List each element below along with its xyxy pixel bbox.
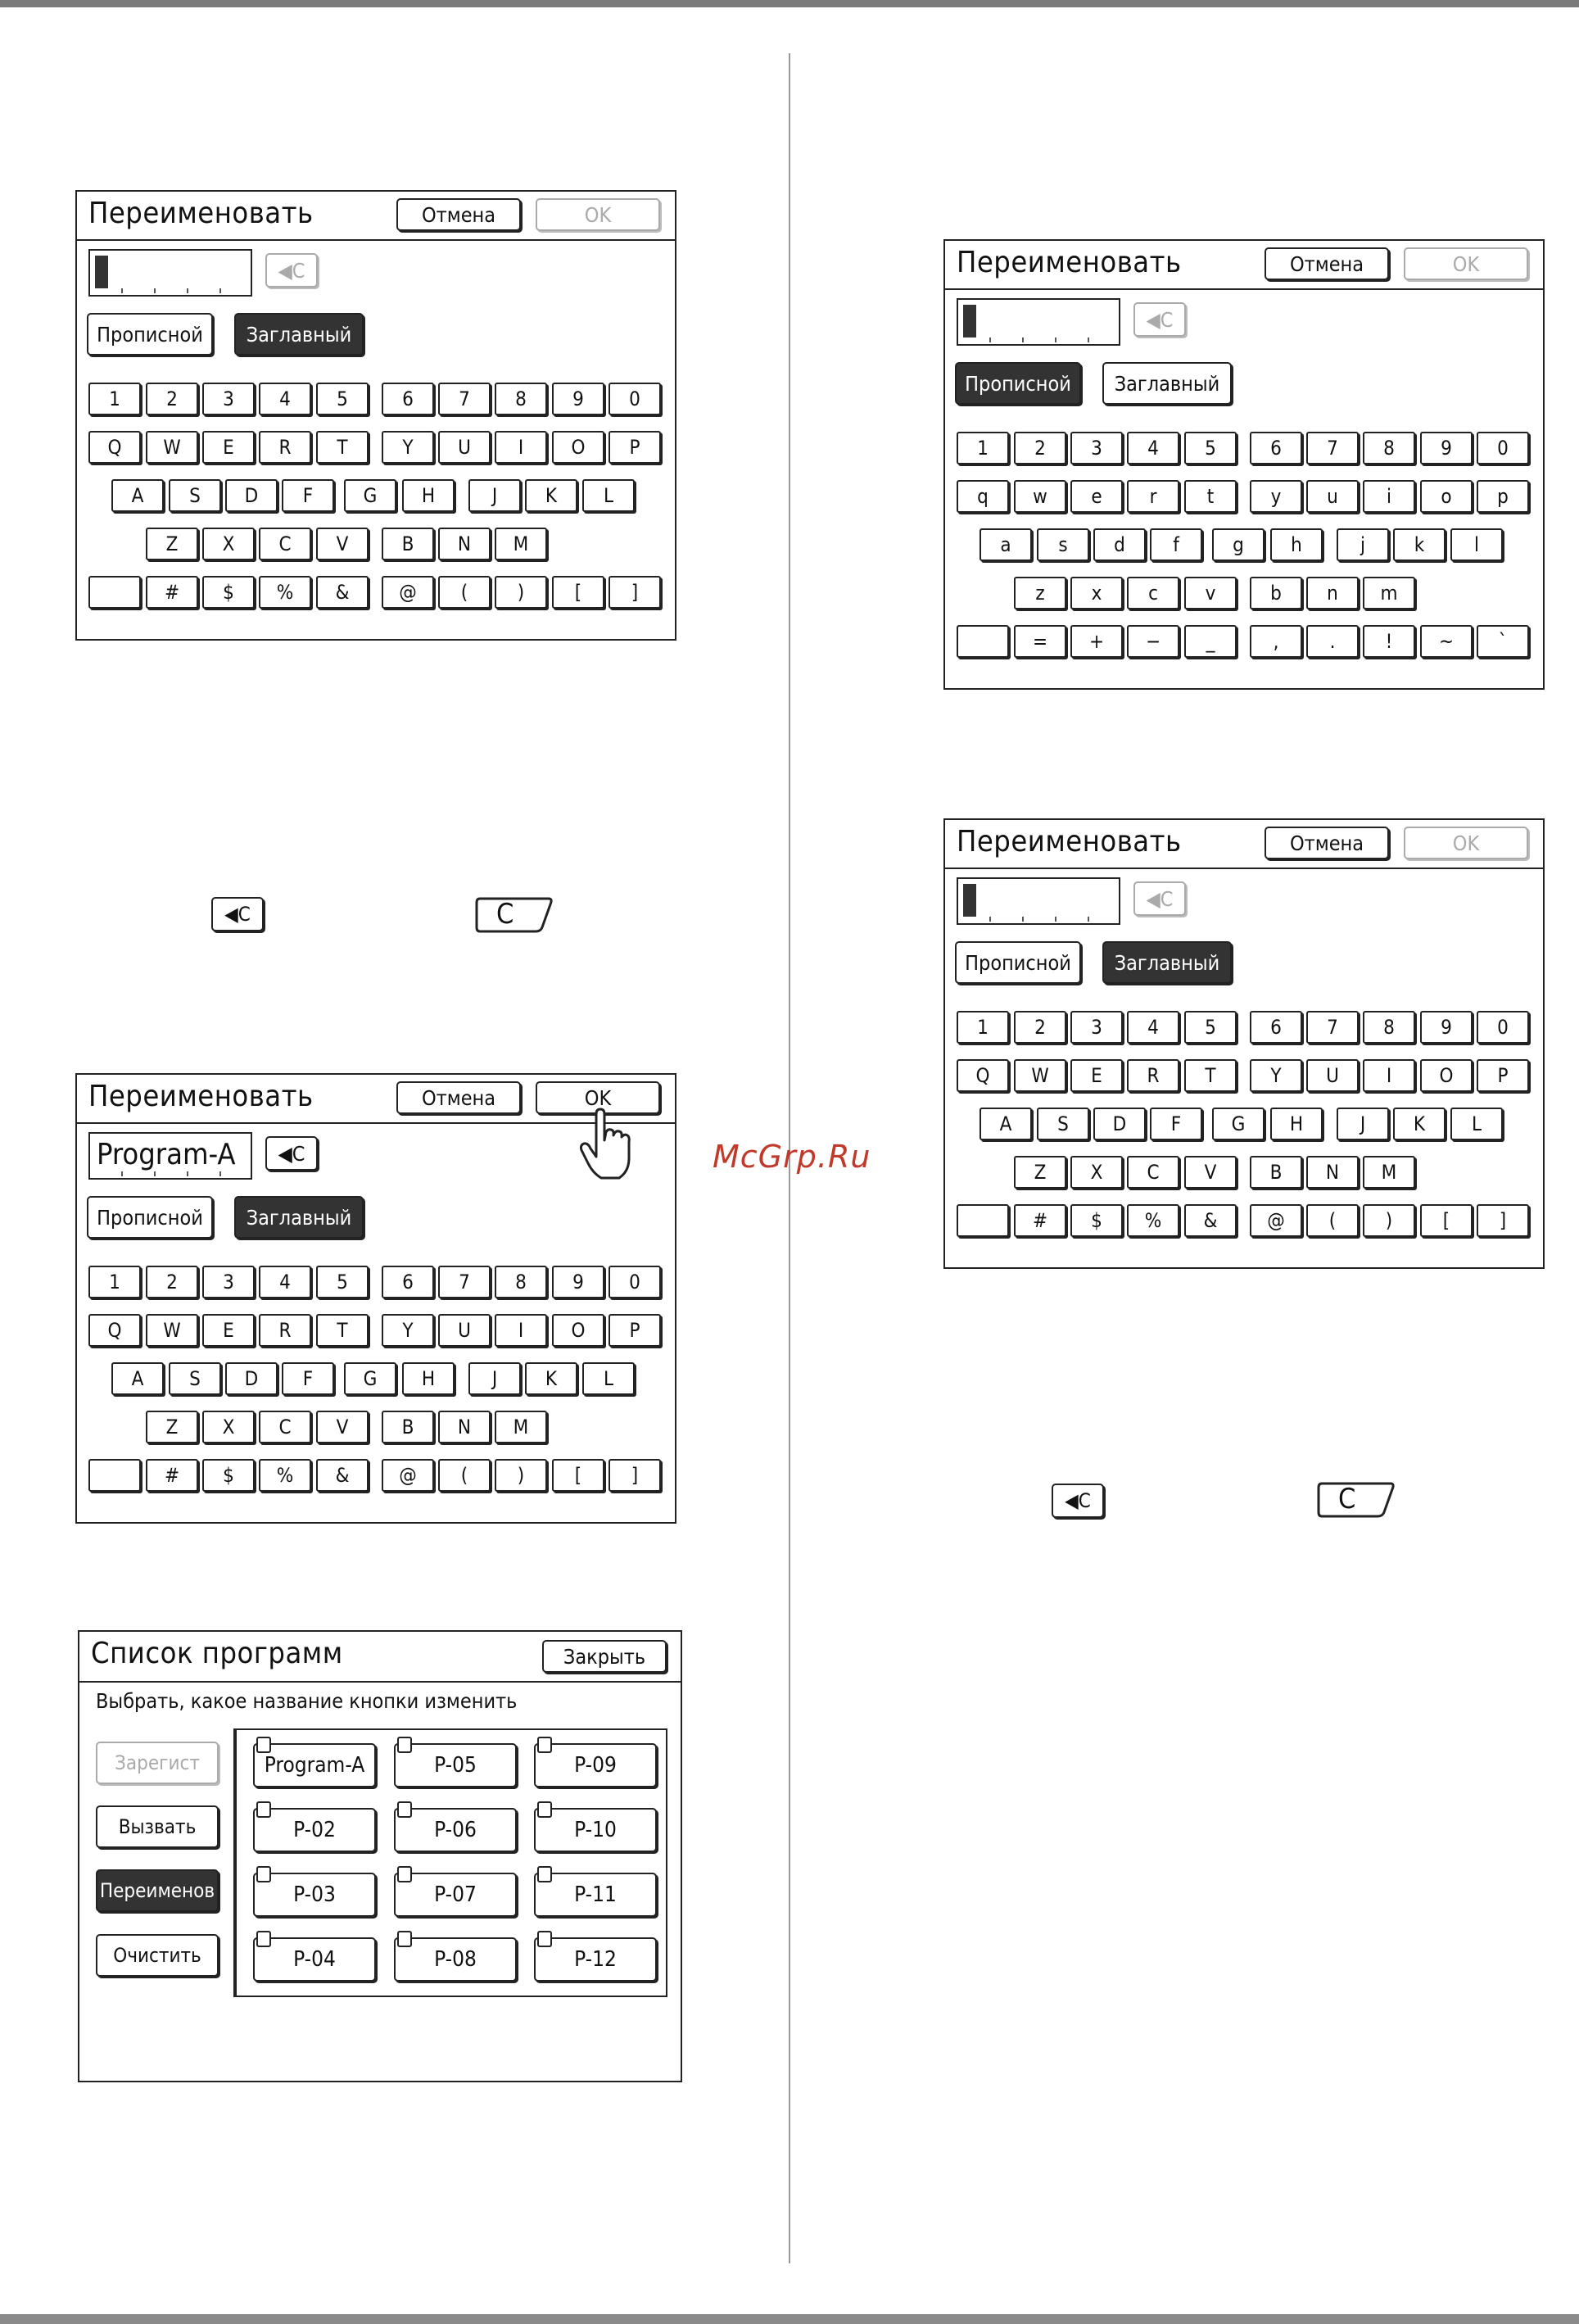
key-row2-5[interactable]: y bbox=[1250, 480, 1302, 513]
key-row5-4[interactable]: & bbox=[316, 576, 369, 609]
program-folder-icon bbox=[256, 1737, 271, 1753]
key-row2-1[interactable]: W bbox=[1014, 1059, 1066, 1092]
key-row5-7[interactable]: ! bbox=[1363, 625, 1415, 658]
key-row5-5[interactable]: , bbox=[1250, 625, 1302, 658]
key-row1-9[interactable]: 0 bbox=[1477, 432, 1529, 464]
key-row1-3[interactable]: 4 bbox=[259, 383, 311, 415]
program-button-label: P-06 bbox=[434, 1818, 477, 1842]
key-row4-2[interactable]: C bbox=[1127, 1156, 1179, 1189]
name-input[interactable] bbox=[957, 877, 1120, 925]
program-button-label: P-03 bbox=[293, 1882, 336, 1907]
program-list-screen bbox=[78, 1630, 682, 2082]
key-row3-2[interactable]: D bbox=[225, 1362, 278, 1395]
key-row4-2[interactable]: c bbox=[1127, 577, 1179, 609]
key-row4-1[interactable]: x bbox=[1070, 577, 1123, 609]
key-row2-8[interactable]: O bbox=[552, 431, 604, 464]
rename-screen-upper-empty-2 bbox=[943, 818, 1545, 1269]
key-row2-4[interactable]: T bbox=[316, 1314, 369, 1347]
key-row5-1[interactable]: # bbox=[146, 576, 198, 609]
key-row4-5[interactable]: N bbox=[438, 528, 491, 560]
key-row5-2[interactable]: $ bbox=[202, 576, 255, 609]
key-row2-4[interactable]: T bbox=[1184, 1059, 1237, 1092]
key-row5-5[interactable]: @ bbox=[382, 1459, 434, 1492]
recall-button[interactable]: Вызвать bbox=[96, 1805, 219, 1848]
key-row2-5[interactable]: Y bbox=[382, 1314, 434, 1347]
rename-screen-upper-filled bbox=[75, 1073, 676, 1524]
key-row4-4[interactable]: B bbox=[382, 1411, 434, 1443]
key-row2-1[interactable]: w bbox=[1014, 480, 1066, 513]
key-row5-6[interactable]: ( bbox=[438, 576, 491, 609]
key-row1-6[interactable]: 7 bbox=[1306, 1011, 1359, 1044]
key-row5-3[interactable]: − bbox=[1127, 625, 1179, 658]
key-row2-4[interactable]: T bbox=[316, 431, 369, 464]
key-row5-1[interactable]: # bbox=[1014, 1204, 1066, 1237]
program-button-label: P-02 bbox=[293, 1818, 336, 1842]
program-button-label: P-05 bbox=[434, 1753, 477, 1778]
program-button-label: Program-A bbox=[264, 1753, 365, 1778]
program-button[interactable] bbox=[534, 1743, 657, 1787]
key-row2-7[interactable]: I bbox=[1363, 1059, 1415, 1092]
key-row3-0[interactable]: A bbox=[111, 1362, 164, 1395]
key-row2-3[interactable]: r bbox=[1127, 480, 1179, 513]
key-row4-1[interactable]: X bbox=[202, 1411, 255, 1443]
key-row3-8[interactable]: L bbox=[1450, 1108, 1503, 1140]
key-row1-2[interactable]: 3 bbox=[1070, 1011, 1123, 1044]
key-row5-9[interactable]: ] bbox=[609, 576, 661, 609]
key-row2-8[interactable]: O bbox=[1420, 1059, 1473, 1092]
program-folder-icon bbox=[256, 1866, 271, 1882]
program-button-label: P-08 bbox=[434, 1947, 477, 1972]
key-row3-1[interactable]: S bbox=[169, 479, 221, 512]
key-row3-1[interactable]: S bbox=[1037, 1108, 1089, 1140]
program-grid bbox=[233, 1728, 667, 1997]
key-row1-1[interactable]: 2 bbox=[1014, 1011, 1066, 1044]
key-row5-1[interactable]: # bbox=[146, 1459, 198, 1492]
lowercase-mode-button[interactable]: Прописной bbox=[955, 362, 1081, 405]
key-row3-5[interactable]: H bbox=[1270, 1108, 1323, 1140]
text-cursor bbox=[963, 884, 976, 917]
key-row1-3[interactable]: 4 bbox=[1127, 1011, 1179, 1044]
program-button[interactable] bbox=[394, 1743, 517, 1787]
key-row5-5[interactable]: @ bbox=[382, 576, 434, 609]
uppercase-mode-button[interactable]: Заглавный bbox=[1102, 941, 1232, 984]
key-row1-6[interactable]: 7 bbox=[1306, 432, 1359, 464]
key-row4-4[interactable]: B bbox=[1250, 1156, 1302, 1189]
key-row5-6[interactable]: ( bbox=[438, 1459, 491, 1492]
program-button[interactable] bbox=[253, 1873, 376, 1917]
program-button[interactable] bbox=[253, 1808, 376, 1852]
program-button[interactable] bbox=[253, 1937, 376, 1982]
key-row2-8[interactable]: O bbox=[552, 1314, 604, 1347]
key-row2-7[interactable]: i bbox=[1363, 480, 1415, 513]
key-row1-1[interactable]: 2 bbox=[1014, 432, 1066, 464]
backspace-button[interactable]: ◀C bbox=[1133, 302, 1186, 337]
clear-key-illustration-2 bbox=[1317, 1481, 1396, 1522]
ok-button[interactable]: OK bbox=[536, 198, 660, 231]
space-key[interactable] bbox=[957, 1204, 1009, 1237]
key-row3-8[interactable]: L bbox=[582, 479, 635, 512]
key-row4-3[interactable]: V bbox=[1184, 1156, 1237, 1189]
key-row2-2[interactable]: E bbox=[202, 431, 255, 464]
rename-screen-lower-empty bbox=[943, 239, 1545, 690]
cancel-button[interactable]: Отмена bbox=[396, 1081, 521, 1114]
key-row3-8[interactable]: l bbox=[1450, 528, 1503, 561]
key-row5-4[interactable]: & bbox=[1184, 1204, 1237, 1237]
space-key[interactable] bbox=[88, 1459, 141, 1492]
program-list-subtitle: Выбрать, какое название кнопки изменить bbox=[96, 1689, 518, 1713]
key-row1-2[interactable]: 3 bbox=[202, 1266, 255, 1298]
key-row1-9[interactable]: 0 bbox=[1477, 1011, 1529, 1044]
key-row1-4[interactable]: 5 bbox=[1184, 1011, 1237, 1044]
key-row1-6[interactable]: 7 bbox=[438, 1266, 491, 1298]
key-row5-6[interactable]: . bbox=[1306, 625, 1359, 658]
key-row2-1[interactable]: W bbox=[146, 1314, 198, 1347]
program-folder-icon bbox=[397, 1866, 412, 1882]
key-row2-9[interactable]: P bbox=[609, 431, 661, 464]
program-button[interactable] bbox=[394, 1808, 517, 1852]
pointing-hand-icon bbox=[578, 1108, 636, 1181]
key-row3-2[interactable]: d bbox=[1093, 528, 1146, 561]
key-row4-2[interactable]: C bbox=[259, 528, 311, 560]
lowercase-mode-button[interactable]: Прописной bbox=[955, 941, 1081, 984]
program-button[interactable] bbox=[394, 1937, 517, 1982]
key-row4-2[interactable]: C bbox=[259, 1411, 311, 1443]
program-list-header bbox=[79, 1632, 681, 1683]
key-row5-1[interactable]: = bbox=[1014, 625, 1066, 658]
key-row4-4[interactable]: B bbox=[382, 528, 434, 560]
key-row3-3[interactable]: F bbox=[1150, 1108, 1202, 1140]
key-row1-9[interactable]: 0 bbox=[609, 1266, 661, 1298]
clear-key-label: C bbox=[1338, 1483, 1356, 1515]
backspace-button[interactable]: ◀C bbox=[265, 253, 318, 288]
input-char-ticks bbox=[958, 917, 1119, 922]
key-row2-7[interactable]: I bbox=[495, 1314, 547, 1347]
key-row1-4[interactable]: 5 bbox=[316, 383, 369, 415]
program-folder-icon bbox=[537, 1801, 552, 1818]
key-row1-5[interactable]: 6 bbox=[1250, 432, 1302, 464]
key-row3-7[interactable]: K bbox=[525, 479, 577, 512]
key-row3-7[interactable]: k bbox=[1393, 528, 1446, 561]
key-row1-5[interactable]: 6 bbox=[382, 1266, 434, 1298]
clear-key-illustration bbox=[475, 896, 554, 937]
register-button[interactable]: Зарегист bbox=[96, 1742, 219, 1784]
key-row2-6[interactable]: U bbox=[438, 1314, 491, 1347]
backspace-button[interactable]: ◀C bbox=[265, 1136, 318, 1171]
key-row1-1[interactable]: 2 bbox=[146, 383, 198, 415]
key-row2-3[interactable]: R bbox=[259, 1314, 311, 1347]
key-row3-6[interactable]: j bbox=[1337, 528, 1389, 561]
key-row1-7[interactable]: 8 bbox=[1363, 1011, 1415, 1044]
key-row1-9[interactable]: 0 bbox=[609, 383, 661, 415]
key-row3-1[interactable]: S bbox=[169, 1362, 221, 1395]
key-row3-0[interactable]: A bbox=[980, 1108, 1032, 1140]
key-row1-4[interactable]: 5 bbox=[1184, 432, 1237, 464]
key-row5-4[interactable]: & bbox=[316, 1459, 369, 1492]
key-row5-8[interactable]: ~ bbox=[1420, 625, 1473, 658]
key-row2-0[interactable]: Q bbox=[88, 1314, 141, 1347]
ok-button[interactable]: OK bbox=[536, 1081, 660, 1114]
key-row5-9[interactable]: ` bbox=[1477, 625, 1529, 658]
screen-title: Переименовать bbox=[957, 825, 1182, 858]
key-row1-2[interactable]: 3 bbox=[202, 383, 255, 415]
program-button-label: P-09 bbox=[574, 1753, 617, 1778]
program-list-title: Список программ bbox=[91, 1637, 343, 1670]
key-row4-6[interactable]: m bbox=[1363, 577, 1415, 609]
key-row2-9[interactable]: P bbox=[1477, 1059, 1529, 1092]
program-folder-icon bbox=[537, 1866, 552, 1882]
key-row4-4[interactable]: b bbox=[1250, 577, 1302, 609]
key-row1-2[interactable]: 3 bbox=[1070, 432, 1123, 464]
key-row3-5[interactable]: h bbox=[1270, 528, 1323, 561]
key-row2-2[interactable]: E bbox=[202, 1314, 255, 1347]
key-row2-5[interactable]: Y bbox=[1250, 1059, 1302, 1092]
backspace-key-illustration: ◀C bbox=[211, 897, 264, 931]
screen-header bbox=[945, 241, 1543, 290]
key-row4-3[interactable]: v bbox=[1184, 577, 1237, 609]
key-row4-1[interactable]: X bbox=[202, 528, 255, 560]
key-row3-4[interactable]: G bbox=[1212, 1108, 1265, 1140]
key-row5-6[interactable]: ( bbox=[1306, 1204, 1359, 1237]
key-row2-3[interactable]: R bbox=[1127, 1059, 1179, 1092]
program-folder-icon bbox=[256, 1801, 271, 1818]
key-row3-0[interactable]: A bbox=[111, 479, 164, 512]
key-row2-2[interactable]: e bbox=[1070, 480, 1123, 513]
key-row3-3[interactable]: f bbox=[1150, 528, 1202, 561]
program-button-label: P-07 bbox=[434, 1882, 477, 1907]
program-folder-icon bbox=[537, 1931, 552, 1947]
key-row3-7[interactable]: K bbox=[1393, 1108, 1446, 1140]
key-row3-3[interactable]: F bbox=[282, 479, 334, 512]
key-row5-8[interactable]: [ bbox=[1420, 1204, 1473, 1237]
input-char-ticks bbox=[90, 288, 251, 293]
program-folder-icon bbox=[397, 1801, 412, 1818]
key-row1-0[interactable]: 1 bbox=[957, 1011, 1009, 1044]
key-row3-6[interactable]: J bbox=[468, 1362, 521, 1395]
key-row3-0[interactable]: a bbox=[980, 528, 1032, 561]
key-row5-2[interactable]: $ bbox=[1070, 1204, 1123, 1237]
key-row3-2[interactable]: D bbox=[225, 479, 278, 512]
key-row4-6[interactable]: M bbox=[1363, 1156, 1415, 1189]
key-row1-8[interactable]: 9 bbox=[1420, 1011, 1473, 1044]
name-input[interactable] bbox=[88, 1132, 252, 1180]
key-row2-6[interactable]: U bbox=[1306, 1059, 1359, 1092]
key-row3-6[interactable]: J bbox=[468, 479, 521, 512]
space-key[interactable] bbox=[88, 576, 141, 609]
name-input[interactable] bbox=[88, 249, 252, 297]
key-row4-0[interactable]: Z bbox=[146, 1411, 198, 1443]
key-row2-8[interactable]: o bbox=[1420, 480, 1473, 513]
key-row2-0[interactable]: Q bbox=[957, 1059, 1009, 1092]
key-row3-6[interactable]: J bbox=[1337, 1108, 1389, 1140]
rename-button[interactable]: Переименов bbox=[96, 1869, 219, 1912]
uppercase-mode-button[interactable]: Заглавный bbox=[234, 313, 364, 356]
key-row1-3[interactable]: 4 bbox=[1127, 432, 1179, 464]
key-row2-0[interactable]: Q bbox=[88, 431, 141, 464]
key-row1-8[interactable]: 9 bbox=[1420, 432, 1473, 464]
key-row1-8[interactable]: 9 bbox=[552, 383, 604, 415]
key-row1-7[interactable]: 8 bbox=[1363, 432, 1415, 464]
program-button-label: P-11 bbox=[574, 1882, 617, 1907]
cancel-button[interactable]: Отмена bbox=[1265, 827, 1389, 859]
key-row5-8[interactable]: [ bbox=[552, 1459, 604, 1492]
key-row2-5[interactable]: Y bbox=[382, 431, 434, 464]
program-folder-icon bbox=[397, 1737, 412, 1753]
key-row4-0[interactable]: Z bbox=[1014, 1156, 1066, 1189]
key-row5-8[interactable]: [ bbox=[552, 576, 604, 609]
screen-title: Переименовать bbox=[88, 1080, 314, 1113]
key-row1-7[interactable]: 8 bbox=[495, 383, 547, 415]
uppercase-mode-button[interactable]: Заглавный bbox=[1102, 362, 1232, 405]
top-border bbox=[0, 0, 1579, 7]
key-row3-5[interactable]: H bbox=[402, 1362, 455, 1395]
cancel-button[interactable]: Отмена bbox=[396, 198, 521, 231]
uppercase-mode-button[interactable]: Заглавный bbox=[234, 1196, 364, 1239]
key-row5-3[interactable]: % bbox=[1127, 1204, 1179, 1237]
clear-key-icon bbox=[1317, 1481, 1396, 1519]
key-row1-5[interactable]: 6 bbox=[1250, 1011, 1302, 1044]
clear-key-label: C bbox=[496, 898, 514, 931]
name-input-value: Program-A bbox=[97, 1138, 236, 1171]
key-row2-6[interactable]: U bbox=[438, 431, 491, 464]
lowercase-mode-button[interactable]: Прописной bbox=[87, 313, 213, 356]
key-row3-3[interactable]: F bbox=[282, 1362, 334, 1395]
program-folder-icon bbox=[397, 1931, 412, 1947]
ok-button[interactable]: OK bbox=[1404, 247, 1528, 280]
key-row5-7[interactable]: ) bbox=[1363, 1204, 1415, 1237]
key-row4-5[interactable]: N bbox=[438, 1411, 491, 1443]
cancel-button[interactable]: Отмена bbox=[1265, 247, 1389, 280]
key-row4-5[interactable]: N bbox=[1306, 1156, 1359, 1189]
screen-header bbox=[77, 192, 675, 241]
key-row4-1[interactable]: X bbox=[1070, 1156, 1123, 1189]
program-folder-icon bbox=[256, 1931, 271, 1947]
input-char-ticks bbox=[90, 1171, 251, 1176]
clear-button[interactable]: Очистить bbox=[96, 1934, 219, 1977]
text-cursor bbox=[95, 256, 108, 288]
key-row4-0[interactable]: z bbox=[1014, 577, 1066, 609]
space-key[interactable] bbox=[957, 625, 1009, 658]
input-char-ticks bbox=[958, 338, 1119, 342]
key-row3-2[interactable]: D bbox=[1093, 1108, 1146, 1140]
key-row1-4[interactable]: 5 bbox=[316, 1266, 369, 1298]
close-button[interactable]: Закрыть bbox=[542, 1640, 667, 1673]
program-button-label: P-04 bbox=[293, 1947, 336, 1972]
program-button[interactable] bbox=[534, 1937, 657, 1982]
key-row4-3[interactable]: V bbox=[316, 528, 369, 560]
lowercase-mode-button[interactable]: Прописной bbox=[87, 1196, 213, 1239]
key-row4-6[interactable]: M bbox=[495, 1411, 547, 1443]
backspace-button[interactable]: ◀C bbox=[1133, 881, 1186, 916]
program-folder-icon bbox=[537, 1737, 552, 1753]
key-row2-9[interactable]: p bbox=[1477, 480, 1529, 513]
program-button[interactable] bbox=[394, 1873, 517, 1917]
key-row4-5[interactable]: n bbox=[1306, 577, 1359, 609]
key-row1-0[interactable]: 1 bbox=[957, 432, 1009, 464]
screen-title: Переименовать bbox=[88, 197, 314, 230]
key-row3-4[interactable]: g bbox=[1212, 528, 1265, 561]
key-row2-3[interactable]: R bbox=[259, 431, 311, 464]
key-row3-5[interactable]: H bbox=[402, 479, 455, 512]
key-row2-1[interactable]: W bbox=[146, 431, 198, 464]
key-row3-1[interactable]: s bbox=[1037, 528, 1089, 561]
key-row4-3[interactable]: V bbox=[316, 1411, 369, 1443]
key-row3-7[interactable]: K bbox=[525, 1362, 577, 1395]
key-row1-8[interactable]: 9 bbox=[552, 1266, 604, 1298]
key-row2-9[interactable]: P bbox=[609, 1314, 661, 1347]
key-row2-4[interactable]: t bbox=[1184, 480, 1237, 513]
key-row5-4[interactable]: _ bbox=[1184, 625, 1237, 658]
key-row1-3[interactable]: 4 bbox=[259, 1266, 311, 1298]
program-button[interactable] bbox=[534, 1808, 657, 1852]
program-button-label: P-10 bbox=[574, 1818, 617, 1842]
key-row5-5[interactable]: @ bbox=[1250, 1204, 1302, 1237]
clear-key-icon bbox=[475, 896, 554, 934]
key-row5-7[interactable]: ) bbox=[495, 576, 547, 609]
text-cursor bbox=[963, 305, 976, 338]
key-row1-0[interactable]: 1 bbox=[88, 383, 141, 415]
ok-button[interactable]: OK bbox=[1404, 827, 1528, 859]
key-row5-9[interactable]: ] bbox=[1477, 1204, 1529, 1237]
key-row2-2[interactable]: E bbox=[1070, 1059, 1123, 1092]
program-button-label: P-12 bbox=[574, 1947, 617, 1972]
key-row5-3[interactable]: % bbox=[259, 1459, 311, 1492]
rename-screen-upper-empty bbox=[75, 190, 676, 641]
key-row1-1[interactable]: 2 bbox=[146, 1266, 198, 1298]
key-row2-6[interactable]: u bbox=[1306, 480, 1359, 513]
key-row3-4[interactable]: G bbox=[344, 479, 396, 512]
program-button[interactable] bbox=[253, 1743, 376, 1787]
key-row5-7[interactable]: ) bbox=[495, 1459, 547, 1492]
program-button[interactable] bbox=[534, 1873, 657, 1917]
bottom-border bbox=[0, 2314, 1579, 2324]
key-row5-9[interactable]: ] bbox=[609, 1459, 661, 1492]
backspace-key-illustration-2: ◀C bbox=[1052, 1484, 1104, 1518]
key-row4-0[interactable]: Z bbox=[146, 528, 198, 560]
key-row5-3[interactable]: % bbox=[259, 576, 311, 609]
key-row1-6[interactable]: 7 bbox=[438, 383, 491, 415]
key-row1-5[interactable]: 6 bbox=[382, 383, 434, 415]
key-row5-2[interactable]: $ bbox=[202, 1459, 255, 1492]
key-row2-7[interactable]: I bbox=[495, 431, 547, 464]
name-input[interactable] bbox=[957, 298, 1120, 346]
key-row3-8[interactable]: L bbox=[582, 1362, 635, 1395]
key-row5-2[interactable]: + bbox=[1070, 625, 1123, 658]
screen-title: Переименовать bbox=[957, 246, 1182, 279]
watermark: McGrp.Ru bbox=[713, 1139, 871, 1175]
key-row3-4[interactable]: G bbox=[344, 1362, 396, 1395]
key-row1-0[interactable]: 1 bbox=[88, 1266, 141, 1298]
key-row1-7[interactable]: 8 bbox=[495, 1266, 547, 1298]
screen-header bbox=[945, 820, 1543, 869]
key-row4-6[interactable]: M bbox=[495, 528, 547, 560]
key-row2-0[interactable]: q bbox=[957, 480, 1009, 513]
